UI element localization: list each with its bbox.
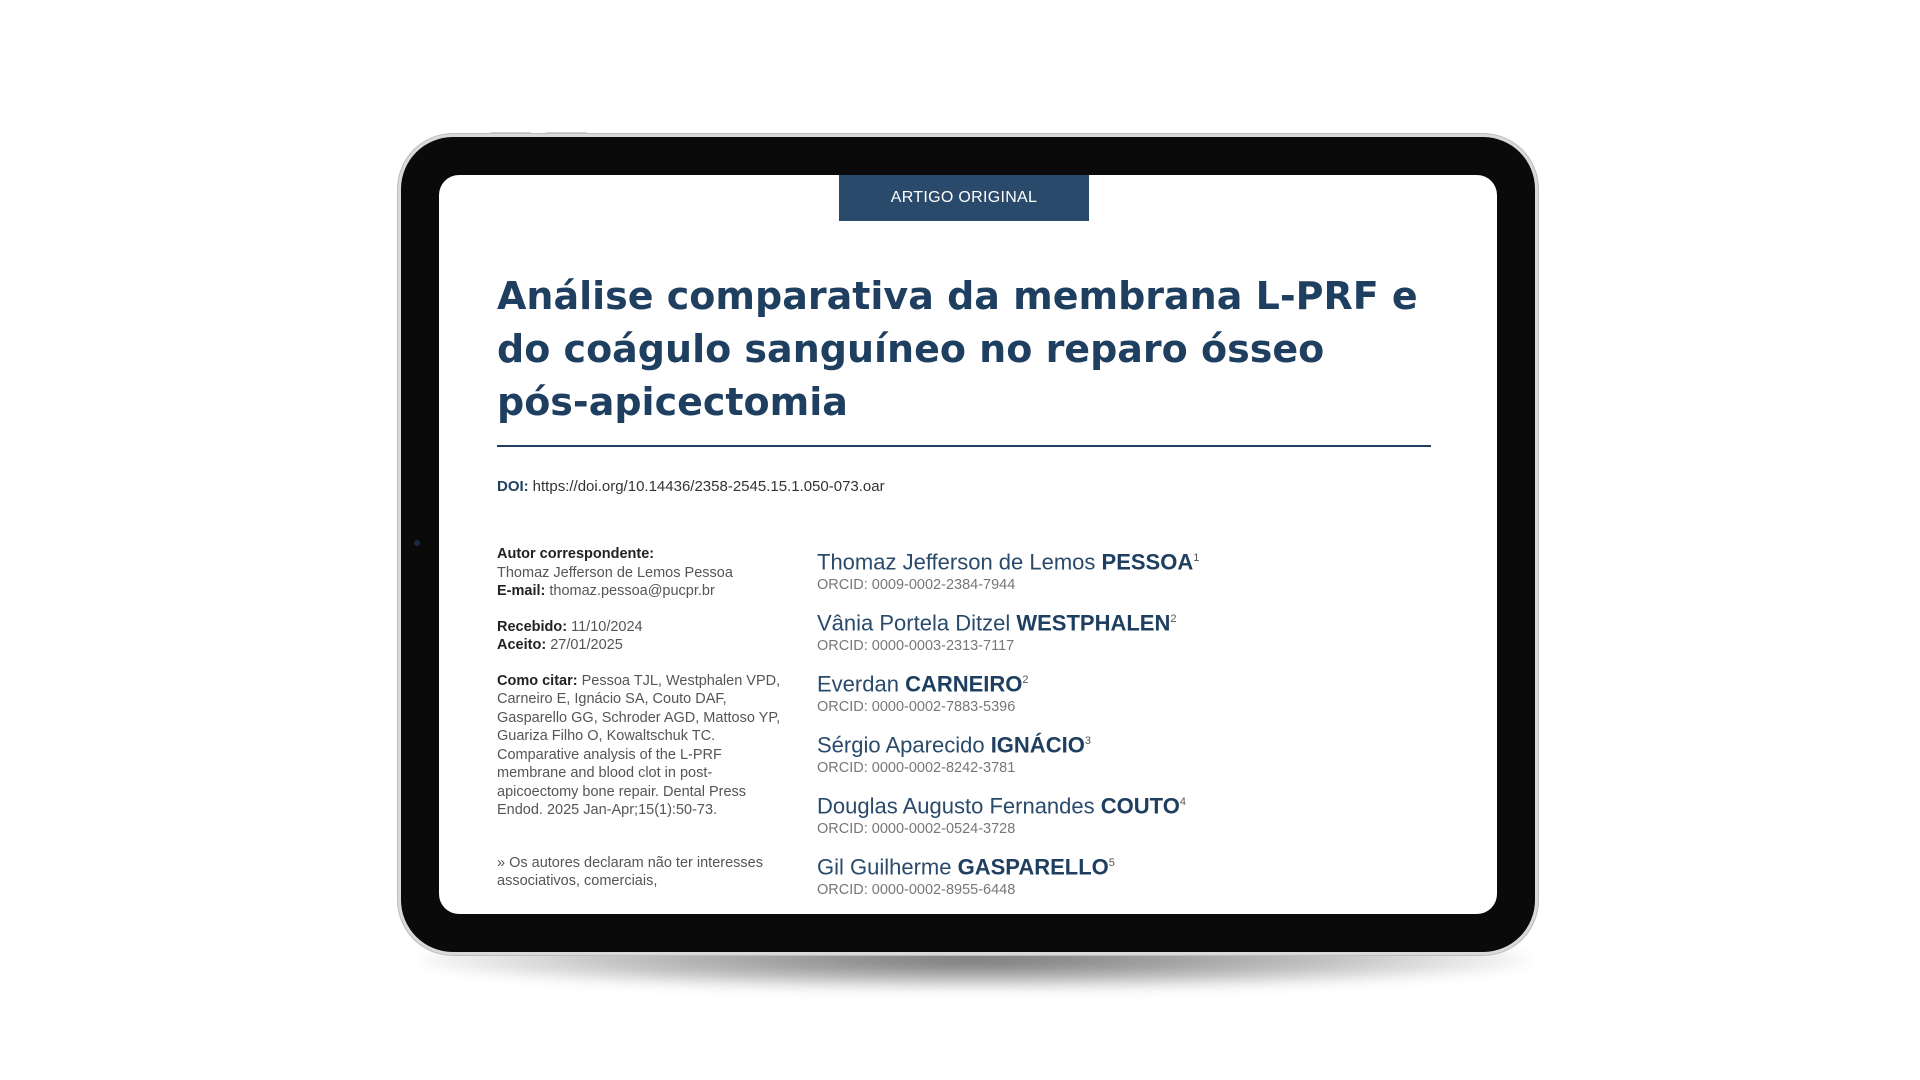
author-name: Thomaz Jefferson de Lemos PESSOA$^1$ <box>817 549 1200 575</box>
author-name: Douglas Augusto Fernandes COUTO$^4$ <box>817 793 1186 819</box>
author-entry <box>817 667 1477 728</box>
author-entry <box>817 545 1477 606</box>
doi-line <box>497 478 885 495</box>
doi-label: DOI: <box>497 478 529 495</box>
author-name: Everdan CARNEIRO$^2$ <box>817 671 1029 697</box>
email-label: E-mail: <box>497 583 546 599</box>
doi-link[interactable]: https://doi.org/10.14436/2358-2545.15.1.050-073.oar <box>532 478 885 495</box>
author-entry <box>817 728 1477 789</box>
author-entry <box>817 850 1477 911</box>
author-name: Vânia Portela Ditzel WESTPHALEN$^2$ <box>817 610 1177 636</box>
author-entry <box>817 606 1477 667</box>
author-orcid[interactable]: ORCID: 0000-0003-2313-7117 <box>817 638 1015 655</box>
received-date: 11/10/2024 <box>571 618 643 635</box>
author-name: Sérgio Aparecido IGNÁCIO$^3$ <box>817 732 1091 758</box>
title-divider <box>497 445 1431 447</box>
article-metadata <box>497 545 787 891</box>
received-label: Recebido: <box>497 618 568 635</box>
author-orcid[interactable]: ORCID: 0000-0002-7883-5396 <box>817 699 1016 716</box>
article-type-badge: ARTIGO ORIGINAL <box>839 175 1089 221</box>
author-orcid[interactable]: ORCID: 0000-0002-0524-3728 <box>817 821 1016 838</box>
corresponding-author-label: Autor correspondente: <box>497 546 655 562</box>
citation-text: Pessoa TJL, Westphalen VPD, Carneiro E, Ignácio SA, Couto DAF, Gasparello GG, Schroder AGD, Mattoso YP, Guariza Filho O, Kowaltschuk TC. Comparative analysis of the L-PRF membrane and blood clot in post-apicoectomy bone repair. Dental Press Endod. 2025 Jan-Apr;15(1):50-73. <box>497 672 781 818</box>
disclosure-text: » Os autores declaram não ter interesses associativos, comerciais, <box>497 854 763 889</box>
author-orcid[interactable]: ORCID: 0000-0002-8955-6448 <box>817 882 1016 899</box>
author-name: Gil Guilherme GASPARELLO$^5$ <box>817 854 1115 880</box>
citation-label: Como citar: <box>497 672 578 689</box>
accepted-date: 27/01/2025 <box>550 637 623 653</box>
author-orcid[interactable]: ORCID: 0000-0002-8242-3781 <box>817 760 1016 777</box>
author-entry <box>817 789 1477 850</box>
author-list <box>817 545 1477 911</box>
tablet-screen <box>439 175 1497 914</box>
accepted-label: Aceito: <box>497 637 547 653</box>
email-link[interactable]: thomaz.pessoa@pucpr.br <box>549 583 715 599</box>
corresponding-author-name: Thomaz Jefferson de Lemos Pessoa <box>497 564 733 581</box>
article-title: Análise comparativa da membrana L-PRF e do coágulo sanguíneo no reparo ósseo pós-apicectomia <box>497 274 1418 424</box>
author-orcid[interactable]: ORCID: 0009-0002-2384-7944 <box>817 577 1016 594</box>
camera-icon <box>414 540 420 546</box>
